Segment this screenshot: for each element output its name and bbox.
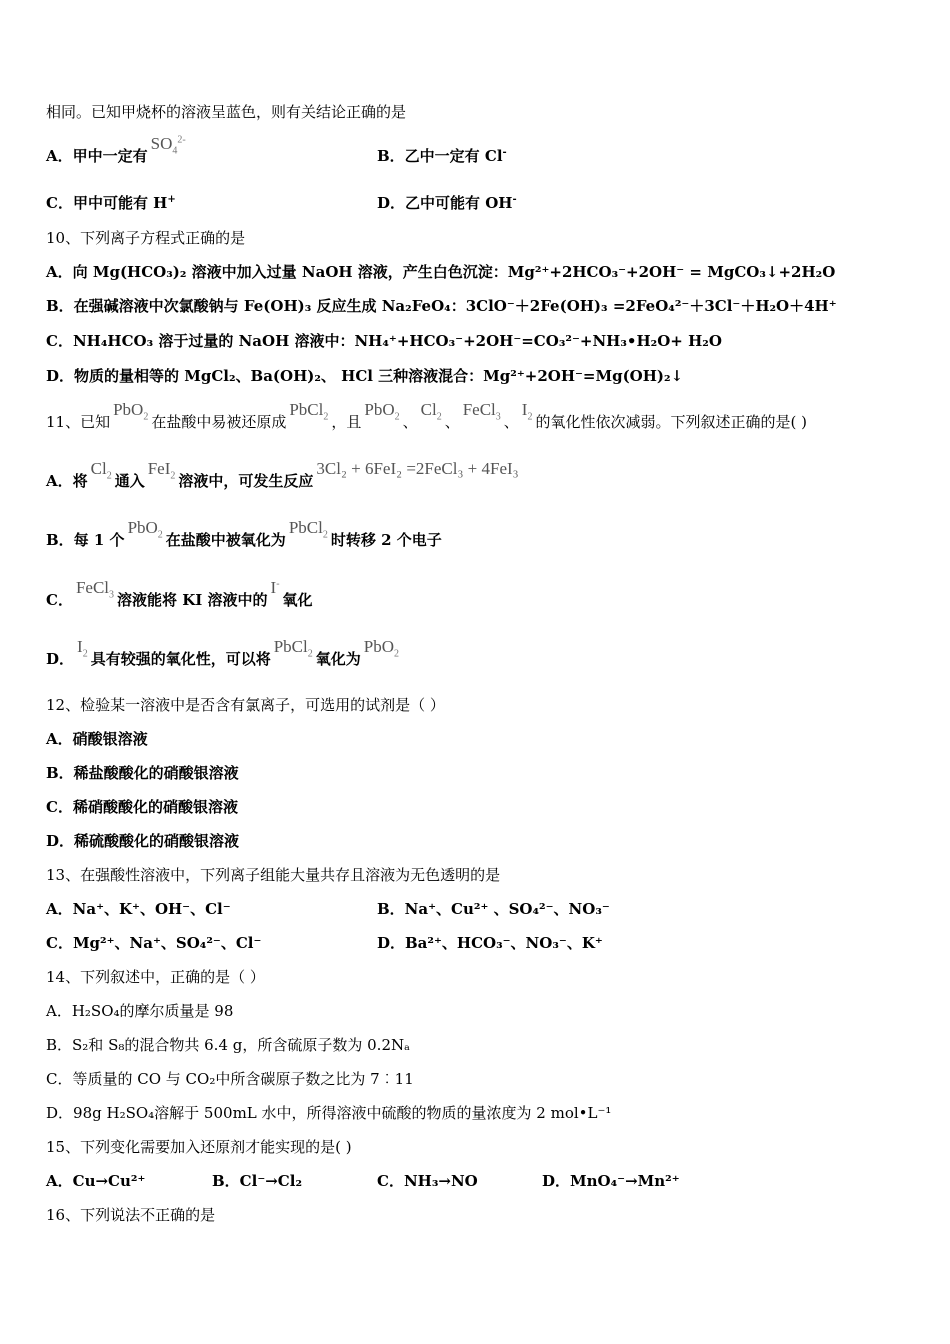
q15-option-d: D．MnO₄⁻→Mn²⁺ xyxy=(542,1172,680,1190)
q9-option-a: A．甲中一定有$SO_4^{2-}$ xyxy=(46,134,186,165)
q11-option-b: B．每 1 个PbO$_2$ 在盐酸中被氧化为PbCl$_2$ 时转移 2 个电子 xyxy=(46,518,442,549)
q11-option-c: C．FeCl$_3$ 溶液能将 KI 溶液中的I-氧化 xyxy=(46,578,313,609)
q11-option-a: A．将$Cl_2$ 通入FeI$_2$ 溶液中，可发生反应3Cl₂ + 6FeI₂ =2FeCl₃ + 4FeI₃ xyxy=(46,459,519,490)
q13-option-d: D．Ba²⁺、HCO₃⁻、NO₃⁻、K⁺ xyxy=(377,934,603,952)
q13-stem: 13、在强酸性溶液中，下列离子组能大量共存且溶液为无色透明的是 xyxy=(46,866,501,884)
q14-option-c: C．等质量的 CO 与 CO₂中所含碳原子数之比为 7︰11 xyxy=(46,1070,414,1088)
q15-option-a: A．Cu→Cu²⁺ xyxy=(46,1172,146,1190)
q13-option-b: B．Na⁺、Cu²⁺ 、SO₄²⁻、NO₃⁻ xyxy=(377,900,610,918)
q14-option-a: A．H₂SO₄的摩尔质量是 98 xyxy=(46,1002,234,1020)
q11-a-equation: 3Cl₂ + 6FeI₂ =2FeCl₃ + 4FeI₃ xyxy=(316,459,519,478)
q9-option-b: B．乙中一定有 Cl- xyxy=(377,147,507,165)
q12-option-d: D．稀硫酸酸化的硝酸银溶液 xyxy=(46,832,240,850)
q10-option-c: C．NH₄HCO₃ 溶于过量的 NaOH 溶液中：NH₄⁺+HCO₃⁻+2OH⁻=CO₃²⁻+NH₃•H₂O+ H₂O xyxy=(46,332,722,350)
q9-option-d: D．乙中可能有 OH- xyxy=(377,194,517,212)
q10-option-d: D．物质的量相等的 MgCl₂、Ba(OH)₂、 HCl 三种溶液混合：Mg²⁺+2OH⁻=Mg(OH)₂↓ xyxy=(46,367,684,385)
q15-option-c: C．NH₃→NO xyxy=(377,1172,478,1190)
q14-stem: 14、下列叙述中，正确的是（ ） xyxy=(46,968,265,986)
q12-stem: 12、检验某一溶液中是否含有氯离子，可选用的试剂是（ ） xyxy=(46,696,445,714)
q16-stem: 16、下列说法不正确的是 xyxy=(46,1206,216,1224)
q15-option-b: B．Cl⁻→Cl₂ xyxy=(212,1172,303,1190)
q12-option-b: B．稀盐酸酸化的硝酸银溶液 xyxy=(46,764,239,782)
q9-option-c: C．甲中可能有 H+ xyxy=(46,194,176,212)
q14-option-b: B．S₂和 S₈的混合物共 6.4 g，所含硫原子数为 0.2Nₐ xyxy=(46,1036,410,1054)
q11-stem: 11、已知PbO$_2$ 在盐酸中易被还原成PbCl$_2$ ，且PbO$_2$ 、$Cl_2$ 、FeCl$_3$ 、$I_2$ 的氧化性依次减弱。下列叙述正确的是( ) xyxy=(46,400,807,431)
q10-option-a: A．向 Mg(HCO₃)₂ 溶液中加入过量 NaOH 溶液，产生白色沉淀：Mg²⁺+2HCO₃⁻+2OH⁻ = MgCO₃↓+2H₂O xyxy=(46,263,836,281)
q15-stem: 15、下列变化需要加入还原剂才能实现的是( ) xyxy=(46,1138,352,1156)
q10-stem: 10、下列离子方程式正确的是 xyxy=(46,229,246,247)
q11-option-d: D．$I_2$ 具有较强的氧化性，可以将PbCl$_2$ 氧化为PbO$_2$ xyxy=(46,637,399,668)
q10-option-b: B．在强碱溶液中次氯酸钠与 Fe(OH)₃ 反应生成 Na₂FeO₄：3ClO⁻＋2Fe(OH)₃ =2FeO₄²⁻＋3Cl⁻＋H₂O＋4H⁺ xyxy=(46,297,837,315)
q14-option-d: D．98g H₂SO₄溶解于 500mL 水中，所得溶液中硫酸的物质的量浓度为 2 mol•L⁻¹ xyxy=(46,1104,612,1122)
q13-option-c: C．Mg²⁺、Na⁺、SO₄²⁻、Cl⁻ xyxy=(46,934,262,952)
q12-option-a: A．硝酸银溶液 xyxy=(46,730,148,748)
q12-option-c: C．稀硝酸酸化的硝酸银溶液 xyxy=(46,798,238,816)
q13-option-a: A．Na⁺、K⁺、OH⁻、Cl⁻ xyxy=(46,900,231,918)
q9-stem: 相同。已知甲烧杯的溶液呈蓝色，则有关结论正确的是 xyxy=(46,103,407,121)
